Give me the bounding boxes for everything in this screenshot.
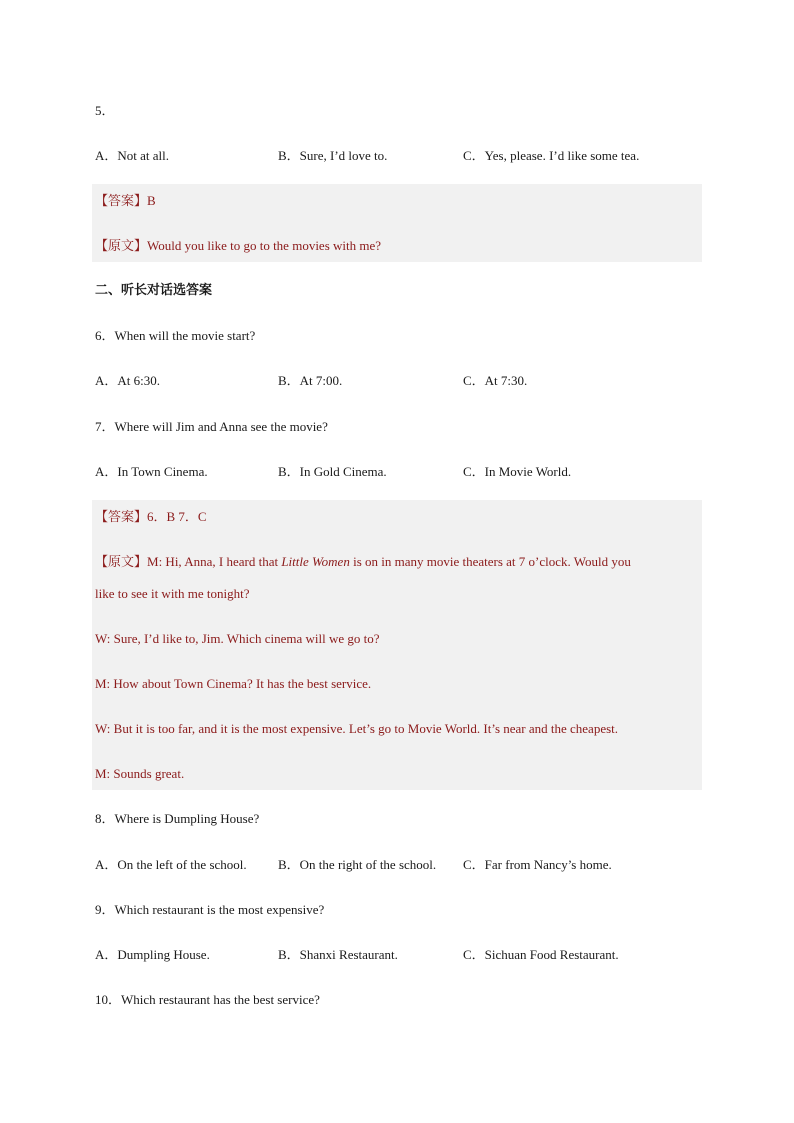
q6-option-a: A．At 6:30. bbox=[95, 373, 161, 388]
question-10: 10．Which restaurant has the best service? bbox=[95, 992, 320, 1007]
q7-option-c: C．In Movie World. bbox=[463, 464, 572, 479]
answer-6-7 bbox=[95, 508, 207, 526]
answer-label: 【答案】 bbox=[95, 193, 148, 208]
answer-5 bbox=[95, 192, 156, 210]
answer-label: 【答案】 bbox=[95, 509, 148, 524]
q8-option-b: B．On the right of the school. bbox=[278, 857, 437, 872]
script-6-7-line-3: W: Sure, I’d like to, Jim. Which cinema will we go to? bbox=[95, 631, 380, 646]
q7-option-a: A．In Town Cinema. bbox=[95, 464, 208, 479]
question-6: 6．When will the movie start? bbox=[95, 328, 256, 343]
script-5 bbox=[95, 237, 381, 255]
script-6-7-line-4: M: How about Town Cinema? It has the best service. bbox=[95, 676, 372, 691]
q9-option-c: C．Sichuan Food Restaurant. bbox=[463, 947, 619, 962]
question-8: 8．Where is Dumpling House? bbox=[95, 811, 260, 826]
answer-value: 6．B 7．C bbox=[147, 509, 207, 524]
q7-option-b: B．In Gold Cinema. bbox=[278, 464, 387, 479]
script-text: is on in many movie theaters at 7 o’clock. Would you bbox=[349, 554, 631, 569]
script-6-7-line-5: W: But it is too far, and it is the most expensive. Let’s go to Movie World. It’s near and the cheapest. bbox=[95, 721, 619, 736]
q6-option-c: C．At 7:30. bbox=[463, 373, 528, 388]
script-6-7-line-1 bbox=[95, 553, 631, 571]
script-text: M: Hi, Anna, I heard that bbox=[147, 554, 282, 569]
answer-value: B bbox=[147, 193, 156, 208]
question-5-number: 5． bbox=[95, 103, 115, 118]
script-6-7-line-2: like to see it with me tonight? bbox=[95, 586, 250, 601]
q8-option-a: A．On the left of the school. bbox=[95, 857, 247, 872]
q5-option-a: A．Not at all. bbox=[95, 148, 170, 163]
question-9: 9．Which restaurant is the most expensive? bbox=[95, 902, 325, 917]
q9-option-b: B．Shanxi Restaurant. bbox=[278, 947, 398, 962]
movie-title: Little Women bbox=[281, 554, 350, 569]
script-label: 【原文】 bbox=[95, 554, 148, 569]
script-label: 【原文】 bbox=[95, 238, 148, 253]
script-text: Would you like to go to the movies with me? bbox=[147, 238, 382, 253]
section-heading: 二、听长对话选答案 bbox=[95, 283, 213, 298]
q5-option-c: C．Yes, please. I’d like some tea. bbox=[463, 148, 640, 163]
q9-option-a: A．Dumpling House. bbox=[95, 947, 210, 962]
q6-option-b: B．At 7:00. bbox=[278, 373, 343, 388]
q5-option-b: B．Sure, I’d love to. bbox=[278, 148, 388, 163]
script-6-7-line-6: M: Sounds great. bbox=[95, 766, 185, 781]
q8-option-c: C．Far from Nancy’s home. bbox=[463, 857, 612, 872]
question-7: 7．Where will Jim and Anna see the movie? bbox=[95, 419, 328, 434]
